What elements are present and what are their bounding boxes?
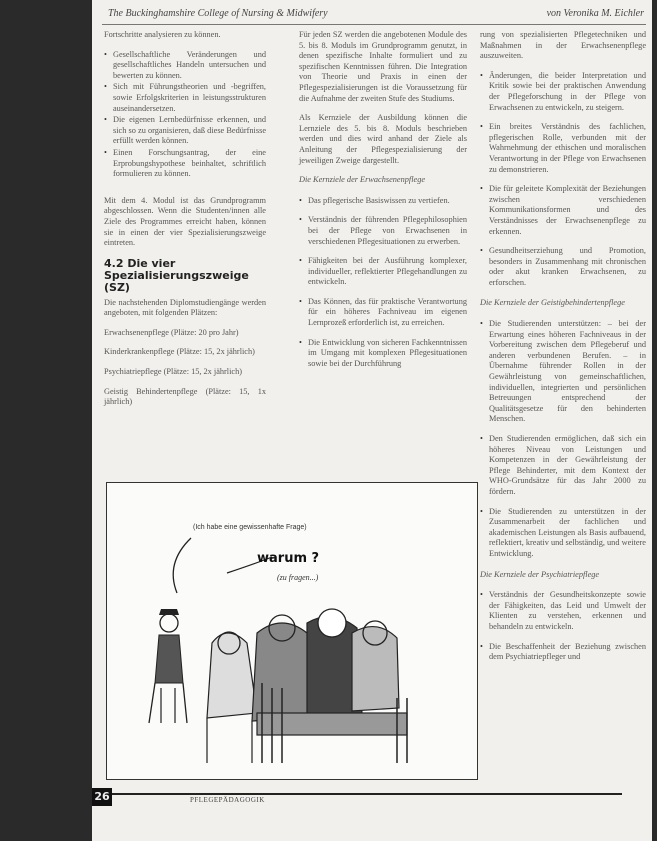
col2-bullet: • Das pflegerische Basiswissen zu vertiefen. [299,196,467,207]
section-title: 4.2 Die vier Spezialisierungszweige (SZ) [104,256,249,294]
col1-bullet: • Die eigenen Lernbedürfnisse erkennen, und sich so zu organisieren, daß diese Bedürfnisse erfüllt werden können. [104,115,266,147]
subheading-disability-nursing: Die Kernziele der Geistigbehindertenpflege [480,298,625,308]
footer-rule [92,793,622,795]
col1-bullet: • Gesellschaftliche Veränderungen und gesellschaftliches Handeln untersuchen und bewerten zu können. [104,50,266,82]
speech-bubble-text: (Ich habe eine gewissenhafte Frage) [193,524,307,531]
cartoon-caption-zu-fragen: (zu fragen...) [277,573,319,582]
col1-bullet-list [104,50,266,180]
col3-bullet: • Die Beschaffenheit der Beziehung zwischen dem Psychiatriepfleger und [480,642,646,663]
program-item: Psychiatriepflege (Plätze: 15, 2x jährlich) [104,367,243,377]
col2-bullet: • Fähigkeiten bei der Ausführung komplexer, individueller, reflektierter Pflegehandlungen zu entwickeln. [299,256,467,288]
col3-intro: rung von spezialisierten Pflegetechniken und Maßnahmen in der Erwachsenenpflege auszuweiten. [480,30,646,61]
col2-bullet: • Verständnis der führenden Pflegephilosophien bei der Pflege von Erwachsenen in verschiedenen Pflegesituationen zu erwerben. [299,215,467,247]
journal-name: PFLEGEPÄDAGOGIK [190,796,265,804]
cartoon-caption-warum: warum ? [257,551,320,566]
col3-bullet-list-2 [480,319,646,559]
running-header-left: The Buckinghamshire College of Nursing & Midwifery [108,8,328,19]
col3-bullet-list [480,71,646,289]
col3-bullet: • Änderungen, die beider Interpretation und Kritik sowie bei der praktischen Anwendung der Pflegeforschung in der Pflege von Erwachsenen zu entwickeln, zu steigern. [480,71,646,113]
document-page [92,0,652,841]
subheading-psychiatric-nursing: Die Kernziele der Psychiatriepflege [480,569,600,579]
page-number: 26 [92,788,112,806]
col3-bullet-list-3 [480,590,646,663]
program-item: Kinderkrankenpflege (Plätze: 15, 2x jährlich) [104,347,255,357]
col2-paragraph: Für jeden SZ werden die angebotenen Module des 5. bis 8. Moduls im Grundprogramm genutzt, in denen spezifische Inhalte formuliert und zu spezifischen Kenntnissen führen. Die Integration von Theorie und Praxis in einen der Pflegespezialisierungen ist die Voraussetzung für die Aufnahme der zweiten Stufe des Studiums. [299,30,467,103]
subheading-adult-nursing: Die Kernziele der Erwachsenenpflege [299,175,426,185]
header-rule [102,24,646,25]
col3-bullet: • Den Studierenden ermöglichen, daß sich ein höheres Niveau von Leistungen und Kompetenzen in der Gewährleistung der Pflege Behinderter, mit dem Kontext der WHO-Grundsätze für das Jahr 2000 zu fördern. [480,434,646,498]
col2-bullet-list [299,196,467,370]
column-1 [104,30,266,417]
program-item: Erwachsenenpflege (Plätze: 20 pro Jahr) [104,327,239,337]
col2-paragraph-2: Als Kernziele der Ausbildung können die Lernziele des 5. bis 8. Moduls beschrieben werden und dies wird anhand der Ziele als Anleitung der Pflegespezialisierung der jeweiligen Zweige dargestellt. [299,113,467,165]
col3-bullet: • Die für geleitete Komplexität der Beziehungen zwischen verschiedenen Kommunikationsformen und des Verständnisses der Erwachsenenpflege zu erkennen. [480,184,646,237]
col3-bullet: • Die Studierenden unterstützen: – bei der Erwartung eines höheren Fachniveaus in der Vorbereitung zwischen dem Pflegeberuf und anderen verbundenen Berufen. – in Übernahme führender Rollen in der Gewährleistung von gemeinschaftlichen, individuellen, integrierten und persönlichen Betreuungen entsprechend der Qualitätsgesetze für den behinderten Menschen. [480,319,646,425]
col3-bullet: • Verständnis der Gesundheitskonzepte sowie der Fähigkeiten, das Leid und Umwelt der Klienten zu verstehen, erkennen und behandeln zu entwickeln. [480,590,646,632]
running-header-right: von Veronika M. Eichler [546,8,644,19]
column-3 [480,30,646,673]
col3-bullet: • Gesundheitserziehung und Promotion, besonders in Zusammenhang mit chronischen oder akut kranken Erwachsenen, zu erforschen. [480,246,646,288]
program-item: Geistig Behindertenpflege (Plätze: 15, 1x jährlich) [104,386,266,407]
col2-bullet: • Das Können, das für praktische Verantwortung für ein höheres Fachniveau im eigenen Lernprozeß erforderlich ist, zu erreichen. [299,297,467,329]
col1-intro: Fortschritte analysieren zu können. [104,30,221,39]
col3-bullet: • Die Studierenden zu unterstützen in der Zusammenarbeit der fachlichen und akademischen Leistungen als Basis aufbauend, reflektiert, kreativ und selbständig, und weitere Entwicklung. [480,507,646,560]
col1-bullet: • Sich mit Führungstheorien und -begriffen, sowie Erfolgskriterien in leistungsstrukturen auseinandersetzen. [104,82,266,114]
col1-paragraph: Mit dem 4. Modul ist das Grundprogramm abgeschlossen. Wenn die Studenten/innen alle Ziele des Programmes erreicht haben, können sie in einen der vier Spezialisierungszweige eintreten. [104,195,266,248]
col3-bullet: • Ein breites Verständnis des fachlichen, pflegerischen Rolle, verbunden mit der Wahrnehmung der ethischen und moralischen Verantwortung in der Pflege von Erwachsenen zu demonstrieren. [480,122,646,175]
section-intro: Die nachstehenden Diplomstudiengänge werden angeboten, mit folgenden Plätzen: [104,297,266,318]
column-2 [299,30,467,379]
col2-bullet: • Die Entwicklung von sicheren Fachkenntnissen im Umgang mit komplexen Pflegesituationen sowie bei der Durchführung [299,338,467,370]
cartoon-figure [106,482,478,780]
col1-bullet: • Einen Forschungsantrag, der eine Erprobungshypothese beinhaltet, schriftlich formulieren zu können. [104,148,266,180]
